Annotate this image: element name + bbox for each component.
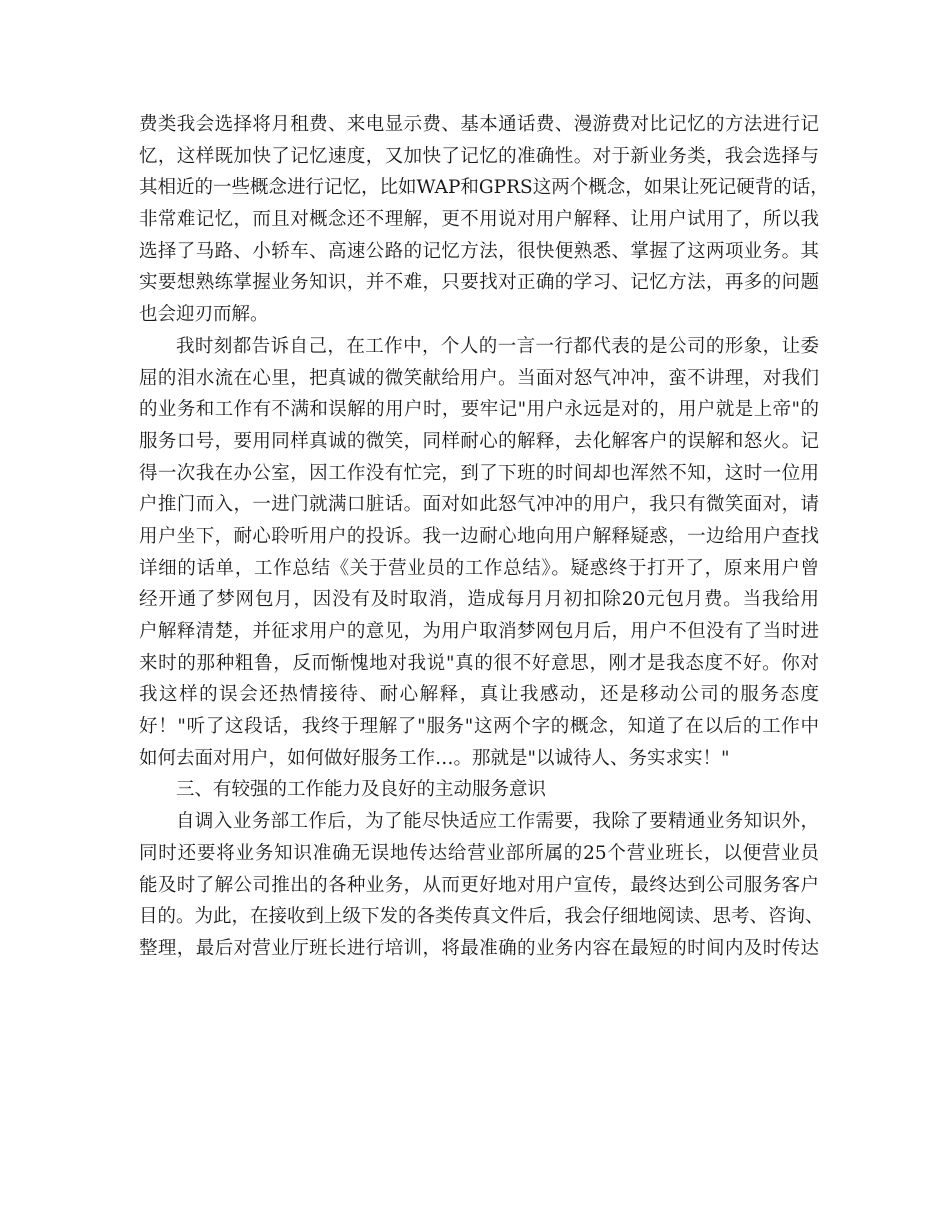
text-line: 户推门而入，一进门就满口脏话。面对如此怒气冲冲的用户，我只有微笑面对，请 bbox=[139, 494, 819, 516]
text-line: 用户坐下，耐心聆听用户的投诉。我一边耐心地向用户解释疑惑，一边给用户查找 bbox=[139, 525, 819, 547]
text-line: 整理，最后对营业厅班长进行培训，将最准确的业务内容在最短的时间内及时传达 bbox=[139, 937, 819, 959]
text-line: 详细的话单，工作总结《关于营业员的工作总结》。疑惑终于打开了，原来用户曾 bbox=[139, 557, 819, 579]
text-line: 选择了马路、小轿车、高速公路的记忆方法，很快便熟悉、掌握了这两项业务。其 bbox=[139, 240, 819, 262]
text-line: 户解释清楚，并征求用户的意见，为用户取消梦网包月后，用户不但没有了当时进 bbox=[139, 621, 819, 642]
text-line: 三、有较强的工作能力及良好的主动服务意识 bbox=[176, 779, 547, 801]
text-line: 目的。为此，在接收到上级下发的各类传真文件后，我会仔细地阅读、思考、咨询、 bbox=[139, 906, 824, 928]
text-line: 服务口号，要用同样真诚的微笑，同样耐心的解释，去化解客户的误解和怒火。记 bbox=[139, 430, 819, 452]
text-line: 经开通了梦网包月，因没有及时取消，造成每月月初扣除20元包月费。当我给用 bbox=[139, 589, 819, 611]
text-line: 的业务和工作有不满和误解的用户时，要牢记"用户永远是对的，用户就是上帝"的 bbox=[139, 399, 819, 421]
text-line: 同时还要将业务知识准确无误地传达给营业部所属的25个营业班长，以便营业员 bbox=[139, 842, 819, 864]
text-line: 好！"听了这段话，我终于理解了"服务"这两个字的概念，知道了在以后的工作中 bbox=[139, 716, 819, 738]
text-line: 我时刻都告诉自己，在工作中，个人的一言一行都代表的是公司的形象，让委 bbox=[176, 335, 819, 357]
text-line: 非常难记忆，而且对概念还不理解，更不用说对用户解释、让用户试用了，所以我 bbox=[139, 209, 819, 231]
text-line: 屈的泪水流在心里，把真诚的微笑献给用户。当面对怒气冲冲，蛮不讲理，对我们 bbox=[139, 367, 819, 389]
text-line: 费类我会选择将月租费、来电显示费、基本通话费、漫游费对比记忆的方法进行记 bbox=[139, 114, 819, 135]
text-line: 能及时了解公司推出的各种业务，从而更好地对用户宣传，最终达到公司服务客户 bbox=[139, 874, 819, 896]
text-line: 如何去面对用户，如何做好服务工作…。那就是"以诚待人、务实求实！" bbox=[139, 747, 730, 769]
text-line: 也会迎刃而解。 bbox=[139, 304, 269, 326]
text-line: 实要想熟练掌握业务知识，并不难，只要找对正确的学习、记忆方法，再多的问题 bbox=[139, 272, 819, 294]
text-line: 我这样的误会还热情接待、耐心解释，真让我感动，还是移动公司的服务态度 bbox=[139, 684, 819, 706]
text-line: 得一次我在办公室，因工作没有忙完，到了下班的时间却也浑然不知，这时一位用 bbox=[139, 462, 819, 484]
text-line: 来时的那种粗鲁，反而惭愧地对我说"真的很不好意思，刚才是我态度不好。你对 bbox=[139, 652, 819, 674]
document-body bbox=[139, 109, 829, 965]
text-line: 忆，这样既加快了记忆速度，又加快了记忆的准确性。对于新业务类，我会选择与 bbox=[139, 145, 819, 167]
text-line: 自调入业务部工作后，为了能尽快适应工作需要，我除了要精通业务知识外， bbox=[176, 811, 819, 833]
text-line: 其相近的一些概念进行记忆，比如WAP和GPRS这两个概念，如果让死记硬背的话， bbox=[139, 177, 829, 199]
